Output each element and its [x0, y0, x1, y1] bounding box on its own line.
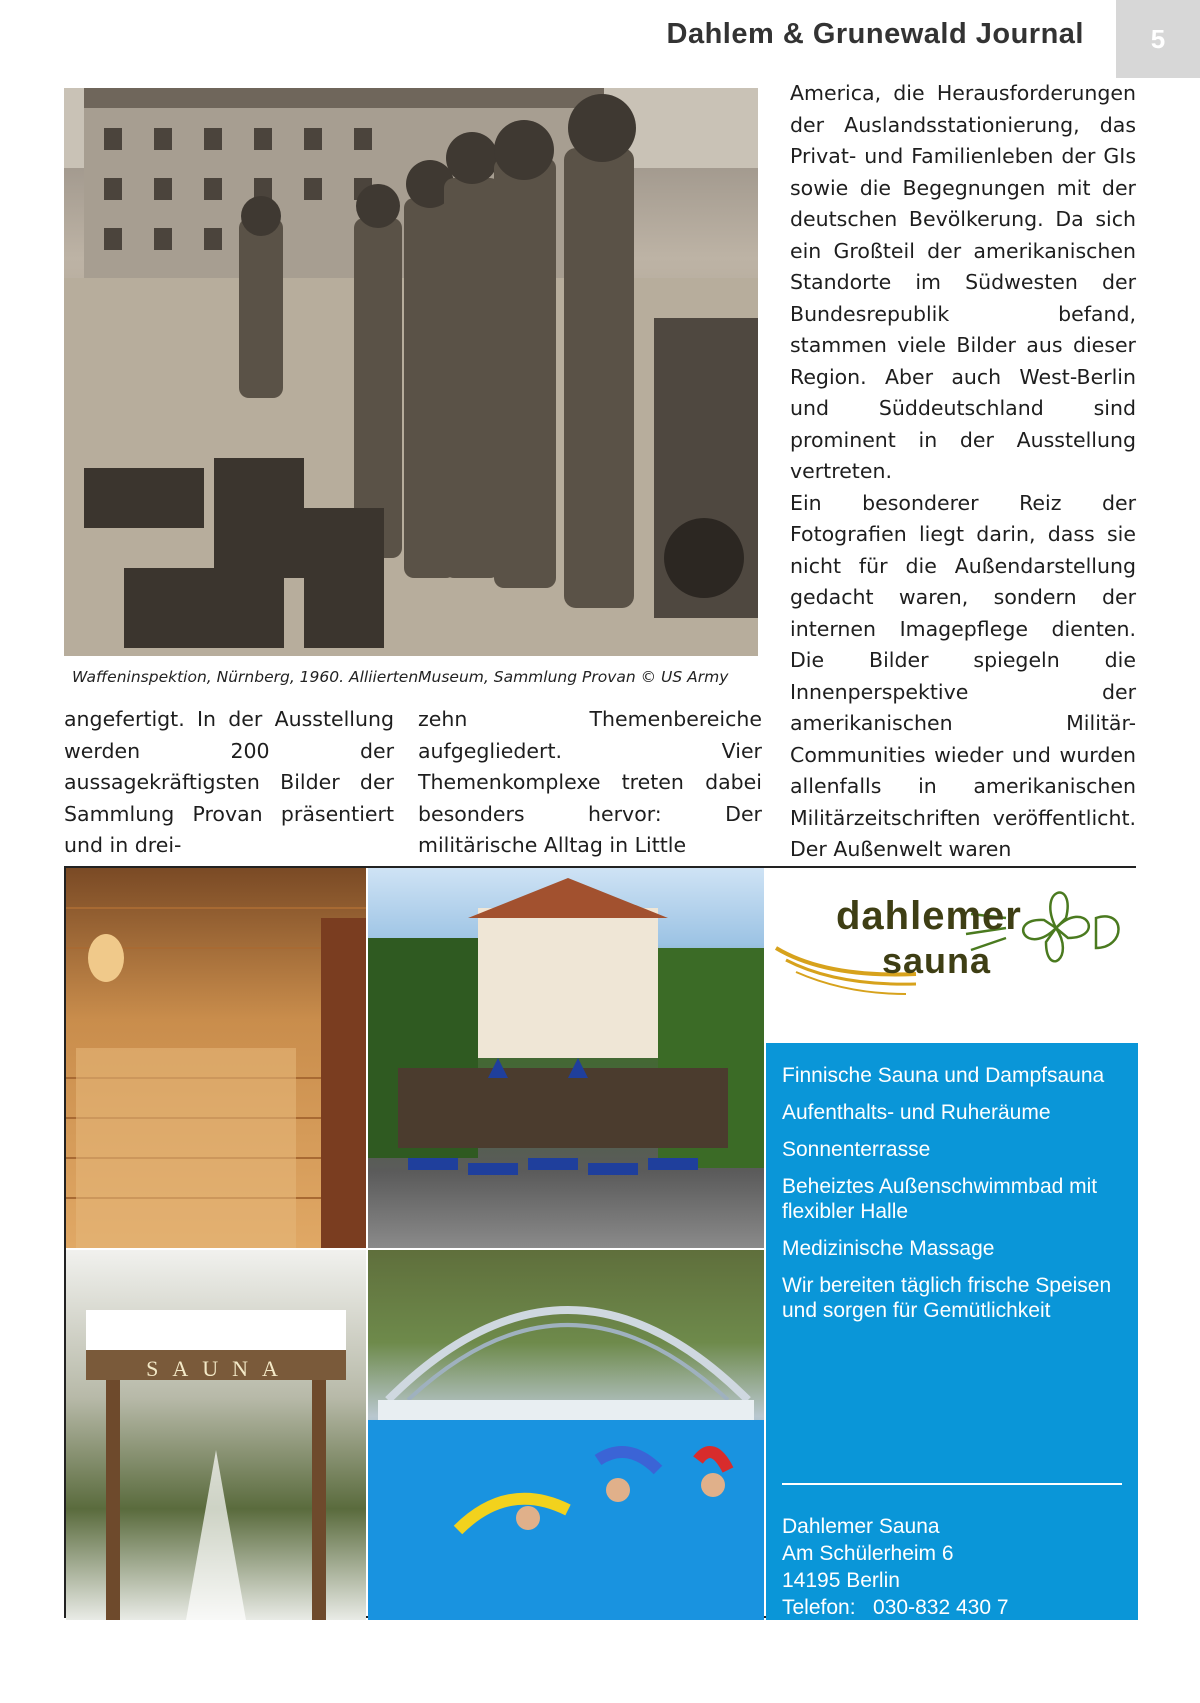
contact-website-link[interactable]: www.dahlemer-sauna.de	[782, 1623, 1014, 1646]
logo-word-sauna: sauna	[882, 940, 992, 981]
panel-divider	[782, 1483, 1122, 1485]
contact-street: Am Schülerheim 6	[782, 1542, 954, 1565]
article-column-right	[790, 78, 1136, 866]
journal-title: Dahlem & Grunewald Journal	[666, 18, 1084, 50]
photo-illustration	[64, 88, 758, 656]
pool-photo	[368, 1250, 764, 1620]
page-number: 5	[1150, 23, 1166, 54]
feature-item: Sonnenterrasse	[782, 1138, 931, 1161]
terrace-illustration	[368, 868, 764, 1248]
article-paragraph: America, die Herausforderungen der Auslandsstationierung, das Privat- und Familienleben der GIs sowie die Begegnungen mit der deutschen Bevölkerung. Da sich ein Großteil der amerikanischen Standorte im Südwesten der Bundesrepublik befand, stammen viele Bilder aus dieser Region. Aber auch West-Berlin und Süddeutschland sind prominent in der Ausstellung vertreten.	[790, 81, 1136, 483]
pool-illustration	[368, 1250, 764, 1620]
article-paragraph: angefertigt. In der Ausstellung werden 200 der aussagekräftigsten Bilder der Sammlung Provan präsentiert und in drei-	[64, 707, 394, 857]
winter-entrance-illustration	[66, 1250, 366, 1620]
soldiers-inspection-photo	[64, 88, 758, 656]
contact-phone: Telefon: 030-832 430 7	[782, 1596, 1009, 1619]
dahlemer-sauna-advertisement	[64, 866, 1136, 1646]
contact-block	[782, 1513, 1132, 1648]
feature-item: Aufenthalts- und Ruheräume	[782, 1101, 1051, 1124]
feature-item: Wir bereiten täglich frische Speisen und sorgen für Gemütlichkeit	[782, 1274, 1112, 1322]
article-column-middle	[418, 704, 762, 862]
article-column-left	[64, 704, 394, 862]
feature-item: Finnische Sauna und Dampfsauna	[782, 1064, 1105, 1087]
photo-caption: Waffeninspektion, Nürnberg, 1960. AlliiertenMuseum, Sammlung Provan © US Army	[72, 668, 729, 686]
feature-item: Medizinische Massage	[782, 1237, 995, 1260]
sauna-interior-illustration	[66, 868, 366, 1248]
article-paragraph: zehn Themenbereiche aufgegliedert. Vier Themenkomplexe treten dabei besonders hervor: Der militärische Alltag in Little	[418, 707, 762, 857]
feature-item: Beheiztes Außenschwimmbad mit flexibler Halle	[782, 1175, 1098, 1223]
feature-list	[782, 1063, 1122, 1335]
sauna-interior-photo	[66, 868, 366, 1248]
contact-city: 14195 Berlin	[782, 1569, 900, 1592]
page-number-box	[1116, 0, 1200, 78]
ad-info-panel	[766, 1043, 1138, 1646]
terrace-photo	[368, 868, 764, 1248]
logo-word-dahlemer: dahlemer	[836, 894, 1022, 938]
article-paragraph: Ein besonderer Reiz der Fotografien liegt darin, dass sie nicht für die Außendarstellung gedacht waren, sondern der internen Imagepflege dienten. Die Bilder spiegeln die Innenperspektive der amerikanischen Militär-Communities wieder und wurden allenfalls in amerikanischen Militärzeitschriften veröffentlicht. Der Außenwelt waren	[790, 490, 1136, 861]
dahlemer-sauna-logo	[766, 868, 1138, 1043]
winter-entrance-photo	[66, 1250, 366, 1620]
contact-name: Dahlemer Sauna	[782, 1515, 940, 1538]
sauna-sign: SAUNA	[146, 1356, 292, 1381]
